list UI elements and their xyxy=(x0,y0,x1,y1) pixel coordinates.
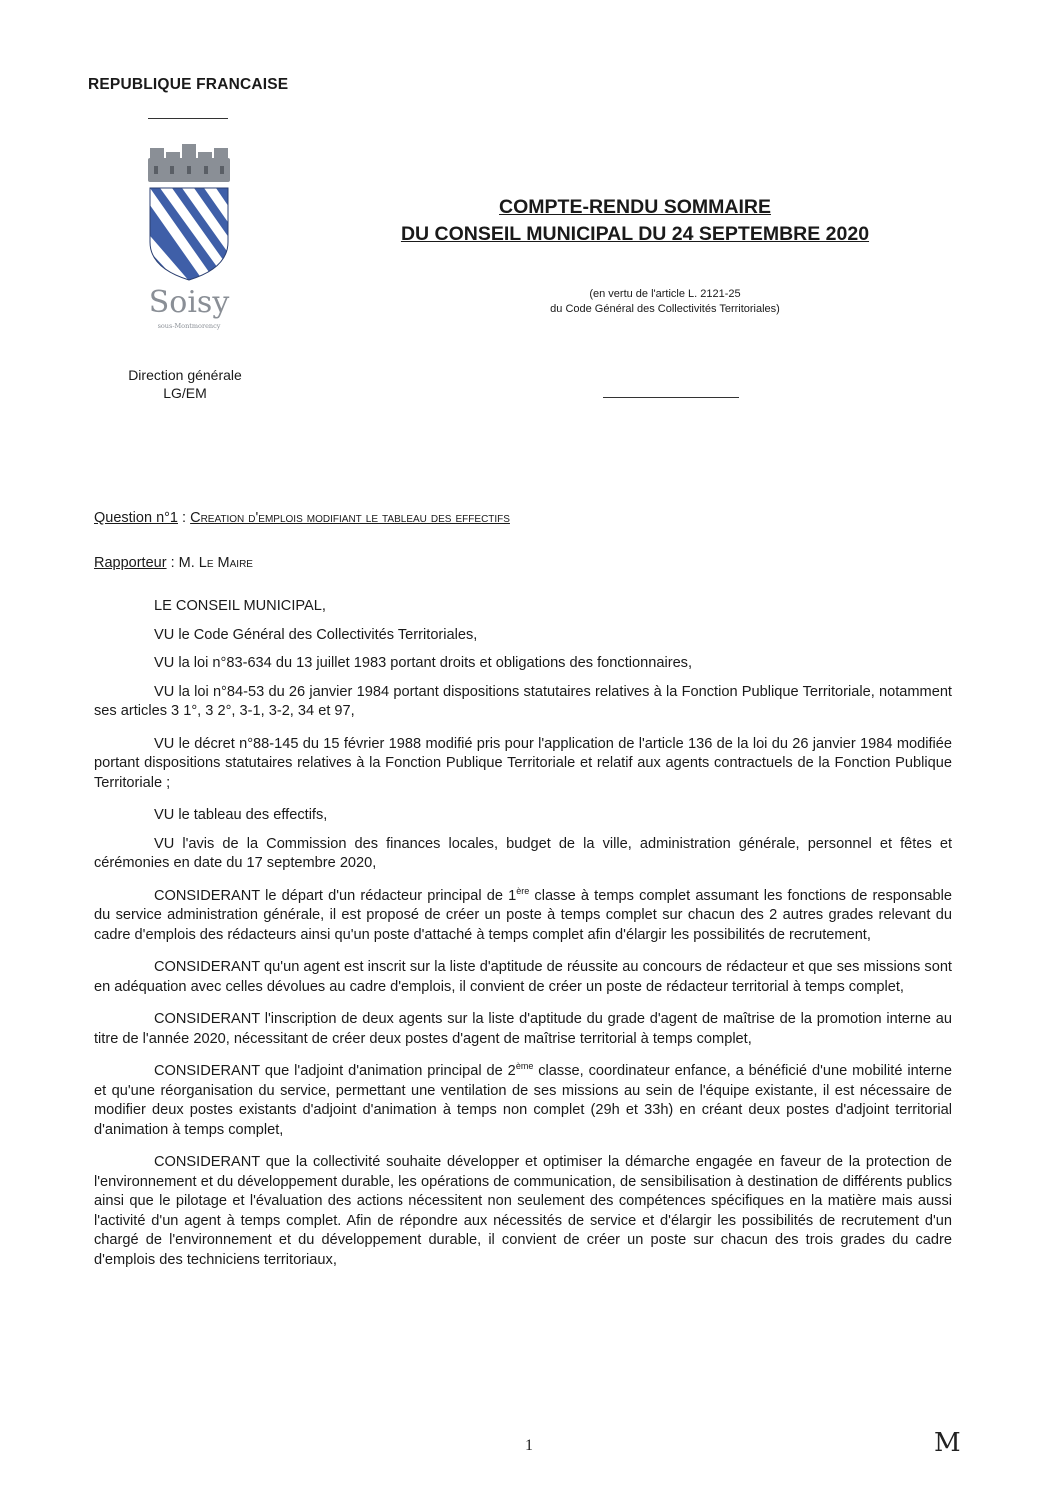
p8-text-b: classe à temps complet assumant les fonctions de responsable du service administration générale, il est proposé de créer un poste à temps complet sur chacun des 2 autres grades relevant du cadre d'emplois des rédacteurs ainsi qu'un poste d'attaché à temps complet afin d'élargir les possibilités de recrutement, xyxy=(94,887,952,943)
page-number: 1 xyxy=(525,1437,533,1454)
rapporteur-name: Le Maire xyxy=(198,555,253,571)
paragraph-considerant-environnement: CONSIDERANT que la collectivité souhaite développer et optimiser la démarche engagée en faveur de la protection de l'environnement et du développement durable, les opérations de communication, de sensibilisation à destination de différents publics ainsi que le pilotage et l'évaluation des actions nécessitent non seulement des compétences spécifiques en la matière mais aussi l'activité d'un agent à temps complet. Afin de répondre aux nécessités de service et d'élargir les possibilités de recrutement d'un chargé de l'environnement et du développement durable, il convient de créer un poste sur chacun des trois grades du cadre d'emplois des techniciens territoriaux, xyxy=(94,1154,952,1268)
p8-text-a: CONSIDERANT le départ d'un rédacteur principal de 1 xyxy=(154,887,517,904)
legal-reference xyxy=(500,287,830,317)
paragraph-vu-loi-83: VU la loi n°83-634 du 13 juillet 1983 portant droits et obligations des fonctionnaires, xyxy=(154,655,693,671)
question-separator: : xyxy=(178,510,191,526)
question-label: Question n°1 xyxy=(94,510,178,526)
header-divider-right xyxy=(603,397,739,398)
p8-superscript: ère xyxy=(516,885,530,896)
paragraph-considerant-concours: CONSIDERANT qu'un agent est inscrit sur la liste d'aptitude de réussite au concours de rédacteur et que ses missions sont en adéquation avec celles dévolues au cadre d'emplois, il convient de créer un poste de rédacteur territorial à temps complet, xyxy=(94,959,952,995)
soisy-coat-of-arms xyxy=(136,142,242,332)
soisy-logo xyxy=(136,142,242,332)
paragraph-vu-decret: VU le décret n°88-145 du 15 février 1988 modifié pris pour l'application de l'article 136 de la loi du 26 janvier 1984 modifiée portant dispositions statutaires relatives à la Fonction Publique Territoriale et relatif aux agents contractuels de la Fonction Publique Territoriale ; xyxy=(94,735,952,791)
header-divider-left xyxy=(148,118,228,119)
logo-soisy-text: Soisy xyxy=(148,285,230,320)
direction-initials: LG/EM xyxy=(163,385,207,401)
paragraph-considerant-redacteur xyxy=(94,887,952,946)
paragraph-vu-avis: VU l'avis de la Commission des finances locales, budget de la ville, administration générale, personnel et fêtes et cérémonies en date du 17 septembre 2020, xyxy=(94,835,952,871)
paragraph-vu-tableau: VU le tableau des effectifs, xyxy=(154,807,328,823)
logo-subtext: sous-Montmorency xyxy=(157,322,221,330)
paragraph-vu-loi-84: VU la loi n°84-53 du 26 janvier 1984 portant dispositions statutaires relatives à la Fonction Publique Territoriale, notamment ses articles 3 1°, 3 2°, 3-1, 3-2, 34 et 97, xyxy=(94,683,952,719)
republique-francaise-header: REPUBLIQUE FRANCAISE xyxy=(88,76,289,93)
rapporteur-label: Rapporteur xyxy=(94,555,167,571)
document-body xyxy=(94,597,952,1283)
legal-line-1: (en vertu de l'article L. 2121-25 xyxy=(589,288,741,300)
question-title: Creation d'emplois modifiant le tableau des effectifs xyxy=(190,510,510,526)
handwritten-initial: M xyxy=(934,1428,961,1458)
p11-text-a: CONSIDERANT que l'adjoint d'animation principal de 2 xyxy=(154,1063,516,1079)
paragraph-considerant-animation xyxy=(94,1062,952,1140)
paragraph-vu-cgct: VU le Code Général des Collectivités Territoriales, xyxy=(154,626,478,643)
title-line-1: COMPTE-RENDU SOMMAIRE xyxy=(499,196,771,218)
p11-text-b: classe, coordinateur enfance, a bénéficié d'une mobilité interne et qu'une réorganisation du service, permettant une ventilation de ses missions au sein de l'équipe existante, il est nécessaire de modifier deux postes existants d'adjoint d'animation à temps non complet (29h et 33h) en créant deux postes d'adjoint territorial d'animation à temps complet, xyxy=(94,1063,953,1138)
paragraph-conseil: LE CONSEIL MUNICIPAL, xyxy=(154,598,326,614)
title-line-2: DU CONSEIL MUNICIPAL DU 24 SEPTEMBRE 2020 xyxy=(400,223,870,245)
question-heading xyxy=(94,510,510,526)
direction-label: Direction générale xyxy=(128,367,242,383)
direction-block xyxy=(90,366,280,402)
rapporteur-separator: : M. xyxy=(166,555,199,571)
legal-line-2: du Code Général des Collectivités Territoriales) xyxy=(550,303,780,315)
rapporteur-line xyxy=(94,555,253,571)
p11-superscript: ème xyxy=(515,1061,534,1072)
paragraph-considerant-maitrise: CONSIDERANT l'inscription de deux agents sur la liste d'aptitude du grade d'agent de maîtrise de la promotion interne au titre de l'année 2020, nécessitant de créer deux postes d'agent de maîtrise territorial à temps complet, xyxy=(94,1011,952,1047)
document-title xyxy=(380,194,890,248)
